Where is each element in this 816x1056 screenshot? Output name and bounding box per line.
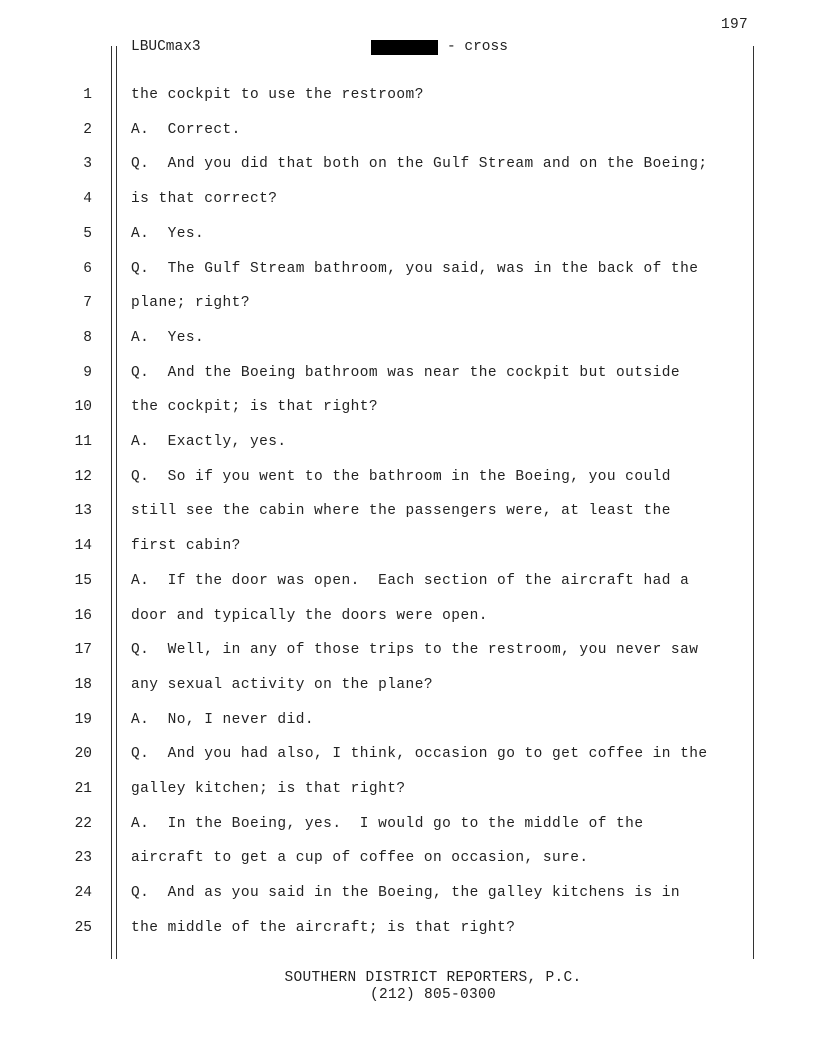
line-text: aircraft to get a cup of coffee on occasion, sure.: [131, 850, 589, 867]
line-text: Q. And you did that both on the Gulf Stream and on the Boeing;: [131, 156, 708, 173]
line-text: Q. So if you went to the bathroom in the Boeing, you could: [131, 468, 671, 485]
line-number: 11: [74, 434, 92, 450]
transcript-line: [0, 469, 816, 493]
transcript-line: [0, 156, 816, 180]
transcript-line: [0, 573, 816, 597]
line-number: 25: [74, 919, 92, 936]
line-text: Q. And you had also, I think, occasion go to get coffee in the: [131, 746, 708, 763]
line-text: A. Exactly, yes.: [131, 434, 287, 450]
transcript-line: [0, 781, 816, 805]
line-number: 3: [83, 156, 92, 173]
line-number: 18: [74, 676, 92, 693]
transcript-line: [0, 920, 816, 944]
line-text: Q. The Gulf Stream bathroom, you said, was in the back of the: [131, 260, 699, 277]
transcript-line: [0, 191, 816, 215]
line-text: A. Yes.: [131, 225, 205, 242]
line-text: plane; right?: [131, 295, 250, 312]
transcript-line: [0, 365, 816, 389]
line-text: the cockpit to use the restroom?: [131, 87, 424, 103]
line-number: 19: [74, 711, 92, 728]
case-code: LBUCmax3: [131, 39, 201, 55]
page-number: 197: [720, 17, 748, 33]
line-number: 8: [83, 329, 92, 346]
transcript-line: [0, 677, 816, 701]
line-number: 17: [74, 642, 92, 659]
transcript-line: [0, 434, 816, 458]
line-number: 14: [74, 538, 92, 555]
line-number: 22: [74, 815, 92, 832]
transcript-line: [0, 226, 816, 250]
transcript-line: [0, 608, 816, 632]
line-number: 23: [74, 850, 92, 867]
line-number: 2: [83, 121, 92, 138]
transcript-line: [0, 261, 816, 285]
footer-phone: (212) 805-0300: [369, 987, 497, 1003]
line-text: is that correct?: [131, 191, 278, 208]
line-text: A. If the door was open. Each section of the aircraft had a: [131, 572, 690, 589]
line-number: 24: [74, 885, 92, 902]
transcript-line: [0, 330, 816, 354]
line-text: Q. Well, in any of those trips to the restroom, you never saw: [131, 642, 699, 659]
line-text: Q. And as you said in the Boeing, the galley kitchens is in: [131, 885, 681, 902]
transcript-line: [0, 746, 816, 770]
transcript-line: [0, 122, 816, 146]
redaction-box: [371, 40, 438, 55]
line-text: door and typically the doors were open.: [131, 607, 488, 624]
line-number: 1: [83, 87, 92, 103]
line-number: 12: [74, 468, 92, 485]
transcript-line: [0, 538, 816, 562]
line-number: 6: [83, 260, 92, 277]
transcript-line: [0, 642, 816, 666]
transcript-line: [0, 503, 816, 527]
line-number: 5: [83, 225, 92, 242]
line-text: galley kitchen; is that right?: [131, 781, 406, 797]
transcript-line: [0, 712, 816, 736]
transcript-line: [0, 87, 816, 111]
line-text: still see the cabin where the passengers were, at least the: [131, 503, 671, 520]
line-number: 20: [74, 746, 92, 763]
line-text: A. Correct.: [131, 121, 241, 138]
line-number: 9: [83, 364, 92, 381]
transcript-line: [0, 399, 816, 423]
line-text: Q. And the Boeing bathroom was near the cockpit but outside: [131, 364, 681, 381]
line-text: the middle of the aircraft; is that right?: [131, 919, 516, 936]
section-label: - cross: [447, 39, 508, 55]
line-number: 13: [74, 503, 92, 520]
line-number: 21: [74, 781, 92, 797]
line-text: A. Yes.: [131, 329, 205, 346]
transcript-line: [0, 850, 816, 874]
line-text: any sexual activity on the plane?: [131, 676, 433, 693]
line-number: 4: [83, 191, 92, 208]
footer-reporter: SOUTHERN DISTRICT REPORTERS, P.C.: [284, 970, 582, 986]
line-text: first cabin?: [131, 538, 241, 555]
line-text: A. In the Boeing, yes. I would go to the middle of the: [131, 815, 644, 832]
line-number: 16: [74, 607, 92, 624]
line-number: 10: [74, 399, 92, 416]
line-number: 7: [83, 295, 92, 312]
line-text: A. No, I never did.: [131, 711, 315, 728]
transcript-line: [0, 885, 816, 909]
transcript-line: [0, 816, 816, 840]
line-number: 15: [74, 572, 92, 589]
transcript-line: [0, 295, 816, 319]
line-text: the cockpit; is that right?: [131, 399, 379, 416]
